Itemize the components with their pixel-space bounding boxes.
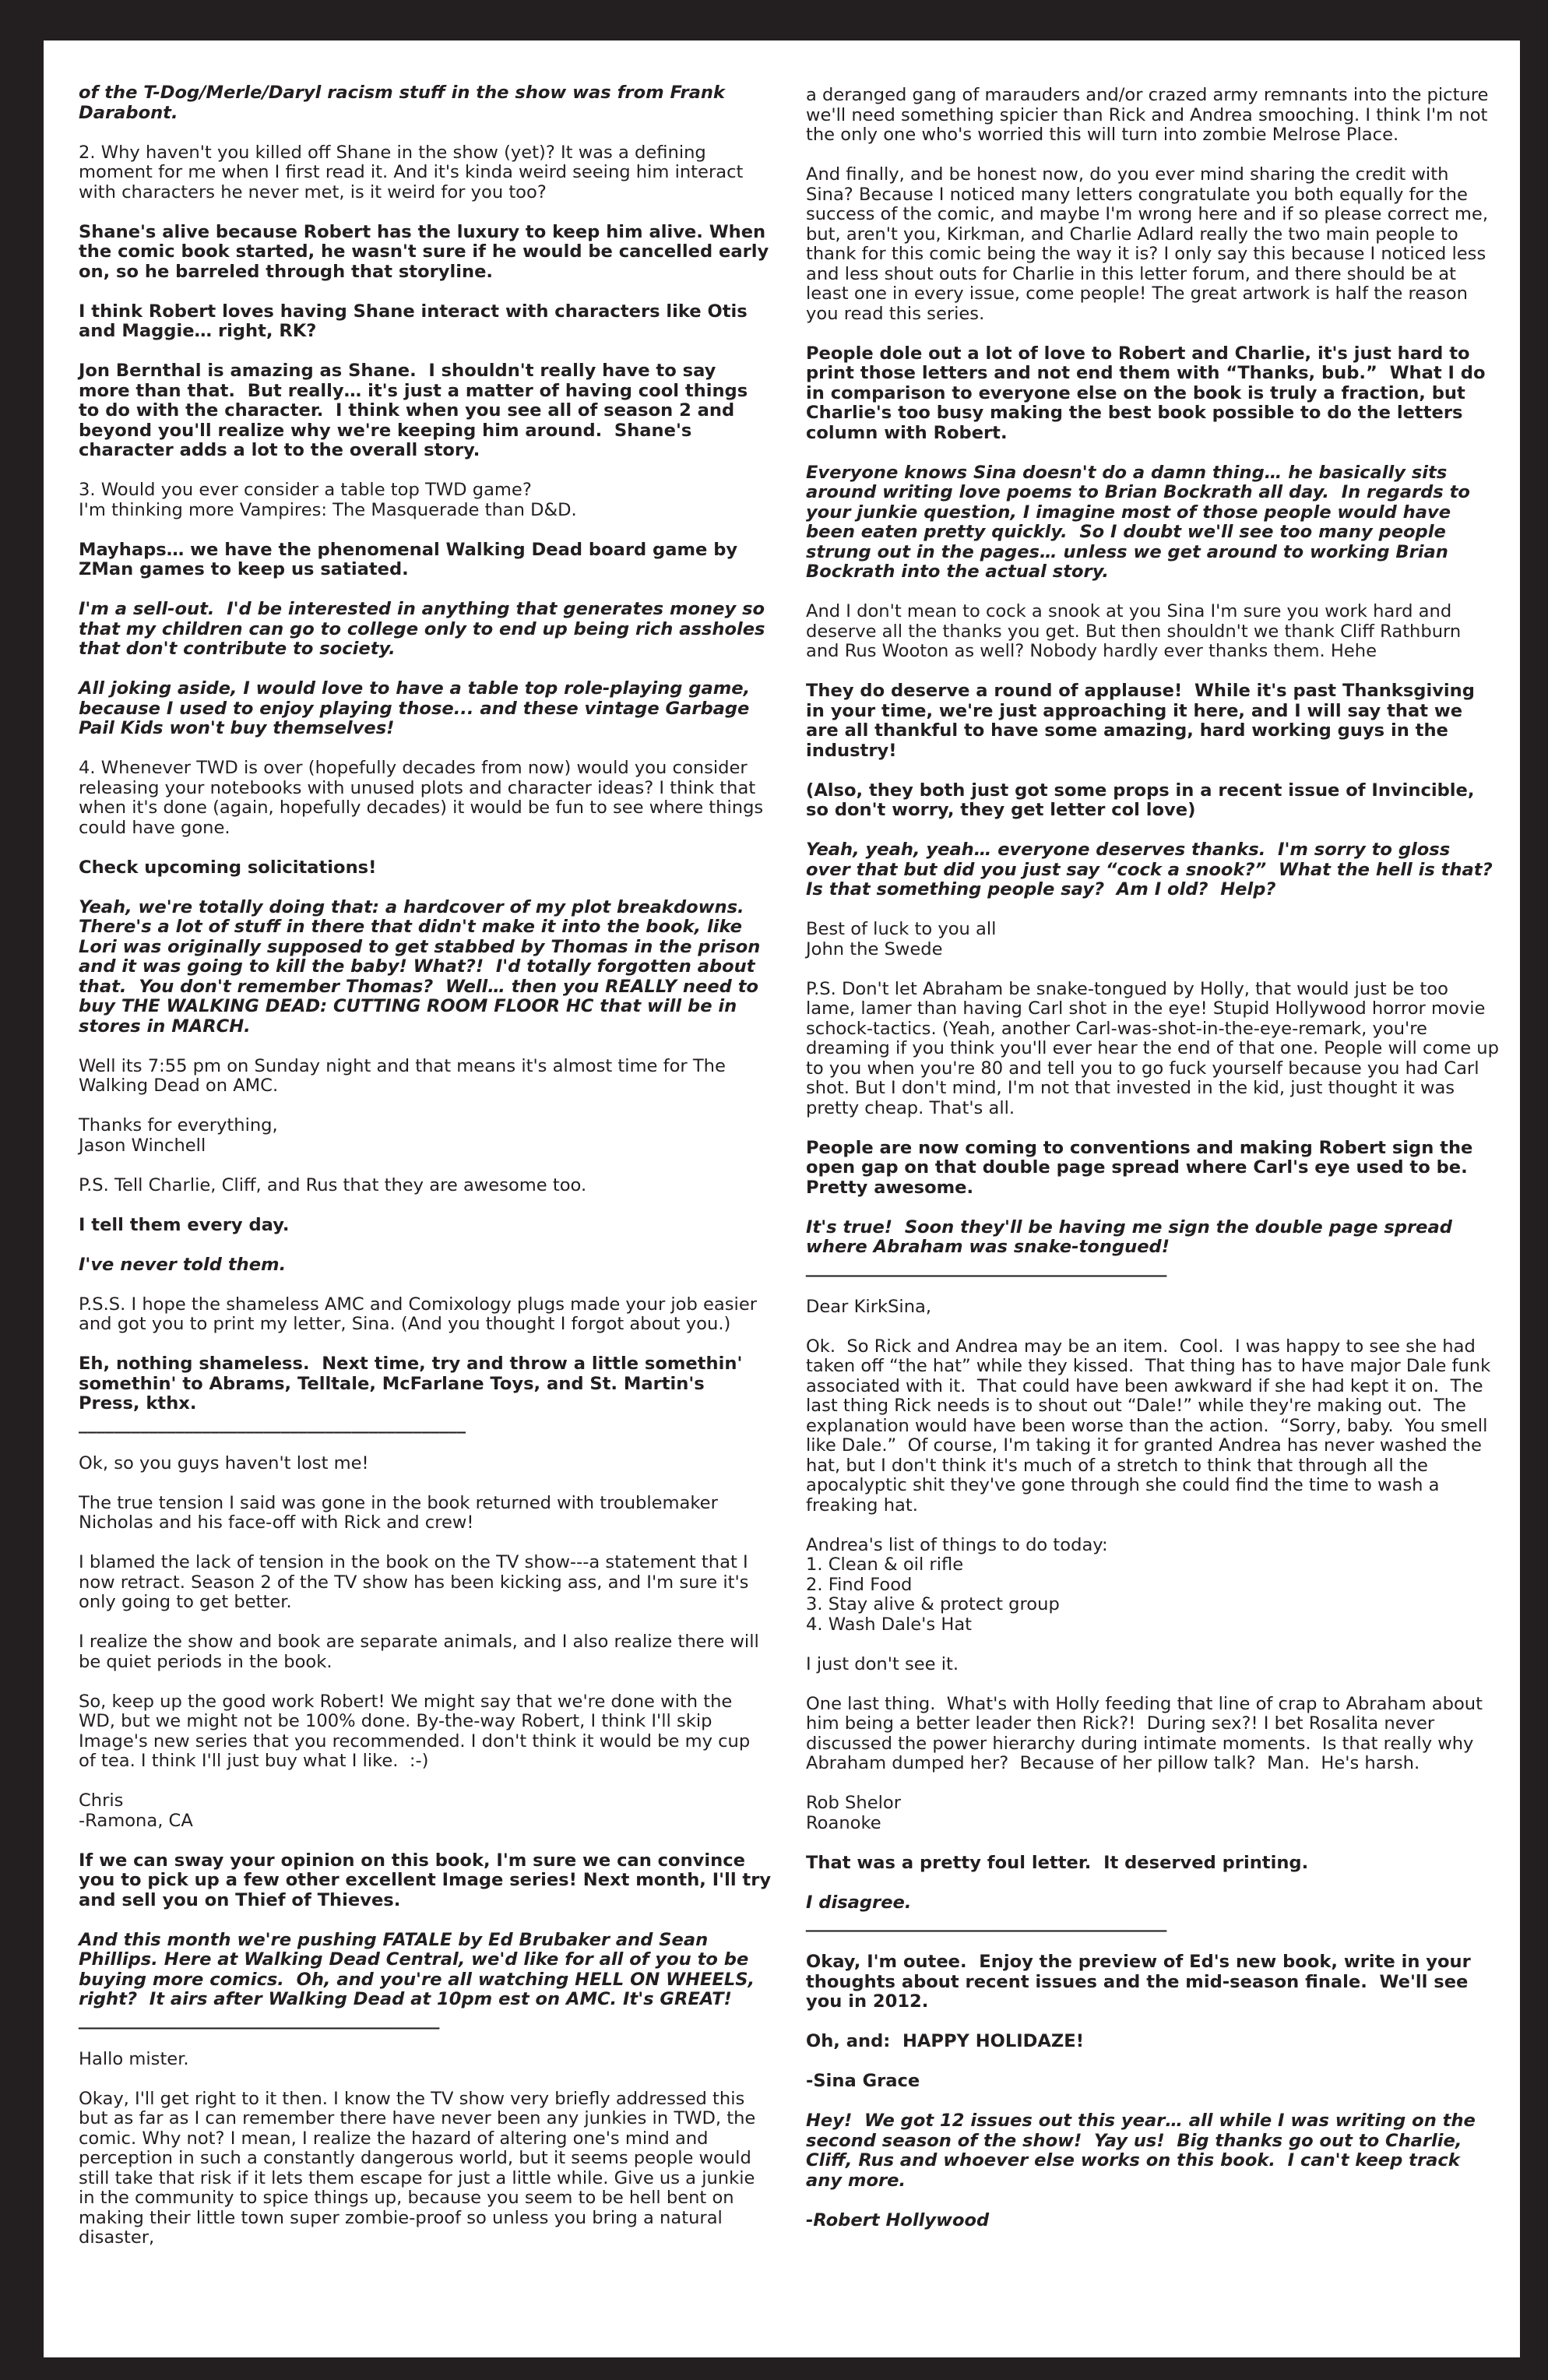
letter-paragraph: 3. Would you ever consider a table top TWD game? I'm thinking more Vampires: The Masquerade than D&D. — [79, 480, 577, 520]
letter-paragraph: I just don't see it. — [806, 1653, 959, 1674]
letter-paragraph: The true tension I said was gone in the book returned with troublemaker Nicholas and his face-off with Rick and crew! — [79, 1492, 724, 1533]
letter-paragraph: I think Robert loves having Shane interact with characters like Otis and Maggie… right, RK? — [79, 301, 754, 341]
letter-paragraph: I realize the show and book are separate animals, and I also realize there will be quiet periods in the book. — [79, 1632, 765, 1672]
letter-paragraph: I blamed the lack of tension in the book on the TV show---a statement that I now retract. Season 2 of the TV show has been kicking ass, and I'm sure it's only going to get better. — [79, 1552, 755, 1612]
letter-paragraph: Yeah, we're totally doing that: a hardcover of my plot breakdowns. There's a lot of stuff in there that didn't make it into the book, like Lori was originally supposed to get stabbed by Thomas in the prison and it was going to kill the baby! What?! I'd totally forgotten about that. You don't remember Thomas? Well… then you REALLY need to buy THE WALKING DEAD: CUTTING ROOM FLOOR HC that will be in stores in MARCH. — [79, 896, 767, 1037]
letter-paragraph: Ok. So Rick and Andrea may be an item. Cool. I was happy to see she had taken off “the hat” while they kissed. That thing has to have major Dale funk associated with it. That could have been awkward if she had kept it on. The last thing Rick needs is to shout out “Dale!” while they're making out. The explanation would have been worse than the action. “Sorry, baby. You smell like Dale.” Of course, I'm taking it for granted Andrea has never washed the hat, but I don't think it's much of a stretch to think that through all the apocalyptic shit they've gone through she could find the time to wash a freaking hat. — [806, 1336, 1497, 1516]
letter-paragraph: Shane's alive because Robert has the luxury to keep him alive. When the comic book started, he wasn't sure if he would be cancelled early on, so he barreled through that storyline. — [79, 221, 776, 282]
letter-paragraph: If we can sway your opinion on this book, I'm sure we can convince you to pick up a few other excellent Image series! Next month, I'll try and sell you on Thief of Thieves. — [79, 1850, 777, 1910]
letter-paragraph: All joking aside, I would love to have a table top role-playing game, because I used to enjoy playing those... and these vintage Garbage Pail Kids won't buy themselves! — [79, 678, 757, 738]
letter-paragraph: Eh, nothing shameless. Next time, try and throw a little somethin' somethin' to Abrams, Telltale, McFarlane Toys, and St. Martin's Press, kthx. ____________________________________________ — [79, 1354, 743, 1434]
letter-paragraph: Yeah, yeah, yeah… everyone deserves thanks. I'm sorry to gloss over that but did you just say “cock a snook?” What the hell is that? Is that something people say? Am I old? Help? — [806, 840, 1505, 900]
right-column — [806, 85, 1505, 2251]
letter-paragraph: That was a pretty foul letter. It deserved printing. — [806, 1852, 1309, 1873]
letter-paragraph: Everyone knows Sina doesn't do a damn thing… he basically sits around writing love poems to Brian Bockrath all day. In regards to your junkie question, I imagine most of those people would have been eaten pretty quickly. So I doubt we'll see too many people strung out in the pages… unless we get around to working Brian Bockrath into the actual story. — [806, 462, 1476, 582]
letter-paragraph: So, keep up the good work Robert! We might say that we're done with the WD, but we might not be 100% done. By-the-way Robert, I think I'll skip Image's new series that you recommended. I don't think it would be my cup of tea. I think I'll just buy what I like. :-) — [79, 1691, 756, 1771]
letter-paragraph: -Robert Hollywood — [806, 2209, 990, 2230]
letter-paragraph: And I don't mean to cock a snook at you Sina I'm sure you work hard and deserve all the thanks you get. But then shouldn't we thank Cliff Rathburn and Rus Wooton as well? Nobody hardly ever thanks them. Hehe — [806, 601, 1467, 661]
letter-paragraph: I disagree. _________________________________________ — [806, 1892, 1167, 1932]
letter-paragraph: P.S. Don't let Abraham be snake-tongued by Holly, that would just be too lame, lamer than having Carl shot in the eye! Stupid Hollywood horror movie schock-tactics. (Yeah, another Carl-was-shot-in-the-eye-remark, you're dreaming if you think you'll ever hear the end of that one. People will come up to you when you're 80 and tell you to go fuck yourself because you had Carl shot. But I don't mind, I'm not that invested in the kid, just thought it was pretty cheap. That's all. — [806, 978, 1505, 1118]
letter-paragraph: Andrea's list of things to do today: 1. Clean & oil rifle 2. Find Food 3. Stay alive & protect group 4. Wash Dale's Hat — [806, 1534, 1108, 1635]
letter-paragraph: Hallo mister. — [79, 2048, 189, 2069]
letter-paragraph: Jon Bernthal is amazing as Shane. I shouldn't really have to say more than that. But really… it's just a matter of having cool things to do with the character. I think when you see all of season 2 and beyond you'll realize why we're keeping him around. Shane's character adds a lot to the overall story. — [79, 361, 755, 460]
letter-paragraph: Well its 7:55 pm on Sunday night and that means it's almost time for The Walking Dead on AMC. — [79, 1055, 732, 1096]
letter-paragraph: People are now coming to conventions and making Robert sign the open gap on that double page spread where Carl's eye used to be. Pretty awesome. — [806, 1137, 1480, 1198]
letter-paragraph: Best of luck to you all John the Swede — [806, 919, 997, 959]
letter-paragraph: -Sina Grace — [806, 2071, 920, 2091]
letter-paragraph: Mayhaps… we have the phenomenal Walking Dead board game by ZMan games to keep us satiated. — [79, 539, 744, 579]
letter-paragraph: Thanks for everything, Jason Winchell — [79, 1115, 278, 1156]
letter-paragraph: One last thing. What's with Holly feeding that line of crap to Abraham about him being a better leader then Rick?! During sex?! I bet Rosalita never discussed the power hierarchy during intimate moments. Is that really why Abraham dumped her? Because of her pillow talk? Man. He's harsh. — [806, 1693, 1489, 1773]
letter-paragraph: And finally, and be honest now, do you ever mind sharing the credit with Sina? Because I noticed many letters congratulate you both equally for the success of the comic, and maybe I'm wrong here and if so please correct me, but, aren't you, Kirkman, and Charlie Adlard really the two main people to thank for this comic being the way it is? I only say this because I noticed less and less shout outs for Charlie in this letter forum, and there should be at least one in every issue, come people! The great artwork is half the reason you read this series. — [806, 164, 1494, 324]
letter-paragraph: Ok, so you guys haven't lost me! — [79, 1452, 369, 1473]
letter-paragraph: People dole out a lot of love to Robert and Charlie, it's just hard to print those letters and not end them with “Thanks, bub.” What I do in comparison to everyone else on the book is truly a fraction, but Charlie's too busy making the best book possible to do the letters column with Robert. — [806, 343, 1492, 443]
letter-paragraph: Okay, I'm outee. Enjoy the preview of Ed's new book, write in your thoughts about recent issues and the mid-season finale. We'll see you in 2012. — [806, 1952, 1477, 2012]
letter-paragraph: I'm a sell-out. I'd be interested in anything that generates money so that my children can go to college only to end up being rich assholes that don't contribute to society. — [79, 599, 772, 659]
letter-paragraph: And this month we're pushing FATALE by Ed Brubaker and Sean Phillips. Here at Walking Dead Central, we'd like for all of you to be buying more comics. Oh, and you're all watching HELL ON WHEELS, right? It airs after Walking Dead at 10pm est on AMC. It's GREAT! _________________________________________ — [79, 1929, 755, 2030]
letter-paragraph: Hey! We got 12 issues out this year… all while I was writing on the second season of the show! Yay us! Big thanks go out to Charlie, Cliff, Rus and whoever else works on this book. I can't keep track any more. — [806, 2111, 1482, 2191]
letter-paragraph: 4. Whenever TWD is over (hopefully decades from now) would you consider releasing your notebooks with unused plots and character ideas? I think that when it's done (again, hopefully decades) it would be fun to see where things could have gone. — [79, 758, 769, 838]
letters-page — [44, 40, 1520, 2357]
letter-paragraph: Chris -Ramona, CA — [79, 1790, 193, 1831]
letter-paragraph: They do deserve a round of applause! While it's past Thanksgiving in your time, we're just approaching it here, and I will say that we are all thankful to have some amazing, hard working guys in the industry! — [806, 681, 1481, 761]
letter-paragraph: Okay, I'll get right to it then. I know the TV show very briefly addressed this but as far as I can remember there have never been any junkies in TWD, the comic. Why not? I mean, I realize the hazard of altering one's mind and perception in such a constantly dangerous world, but it seems people would still take that risk if it lets them escape for just a little while. Give us a junkie in the community to spice things up, because you seem to be hell bent on making their little town super zombie-proof so unless you bring a natural disaster, — [79, 2088, 762, 2248]
letter-paragraph: Oh, and: HAPPY HOLIDAZE! — [806, 2031, 1085, 2051]
left-column — [79, 83, 777, 2268]
letter-paragraph: 2. Why haven't you killed off Shane in the show (yet)? It was a defining moment for me when I first read it. And it's kinda weird seeing him interact with characters he never met, is it weird for you too? — [79, 142, 749, 202]
letter-paragraph: a deranged gang of marauders and/or crazed army remnants into the picture we'll need something spicier than Rick and Andrea smooching. I think I'm not the only one who's worried this will turn into zombie Melrose Place. — [806, 85, 1494, 145]
letter-paragraph: It's true! Soon they'll be having me sign the double page spread where Abraham was snake-tongued! _________________________________________ — [806, 1216, 1452, 1277]
letter-paragraph: (Also, they both just got some props in a recent issue of Invincible, so don't worry, they get letter col love) — [806, 780, 1481, 820]
letter-paragraph: I tell them every day. — [79, 1214, 290, 1235]
letter-paragraph: Rob Shelor Roanoke — [806, 1793, 901, 1833]
letter-paragraph: Dear KirkSina, — [806, 1296, 932, 1317]
letter-paragraph: P.S. Tell Charlie, Cliff, and Rus that they are awesome too. — [79, 1174, 587, 1195]
letter-paragraph: I've never told them. — [79, 1254, 287, 1275]
letter-paragraph: P.S.S. I hope the shameless AMC and Comixology plugs made your job easier and got you to print my letter, Sina. (And you thought I forgot about you.) — [79, 1294, 763, 1334]
letter-paragraph: of the T-Dog/Merle/Daryl racism stuff in the show was from Frank Darabont. — [79, 83, 731, 123]
letter-paragraph: Check upcoming solicitations! — [79, 857, 377, 878]
